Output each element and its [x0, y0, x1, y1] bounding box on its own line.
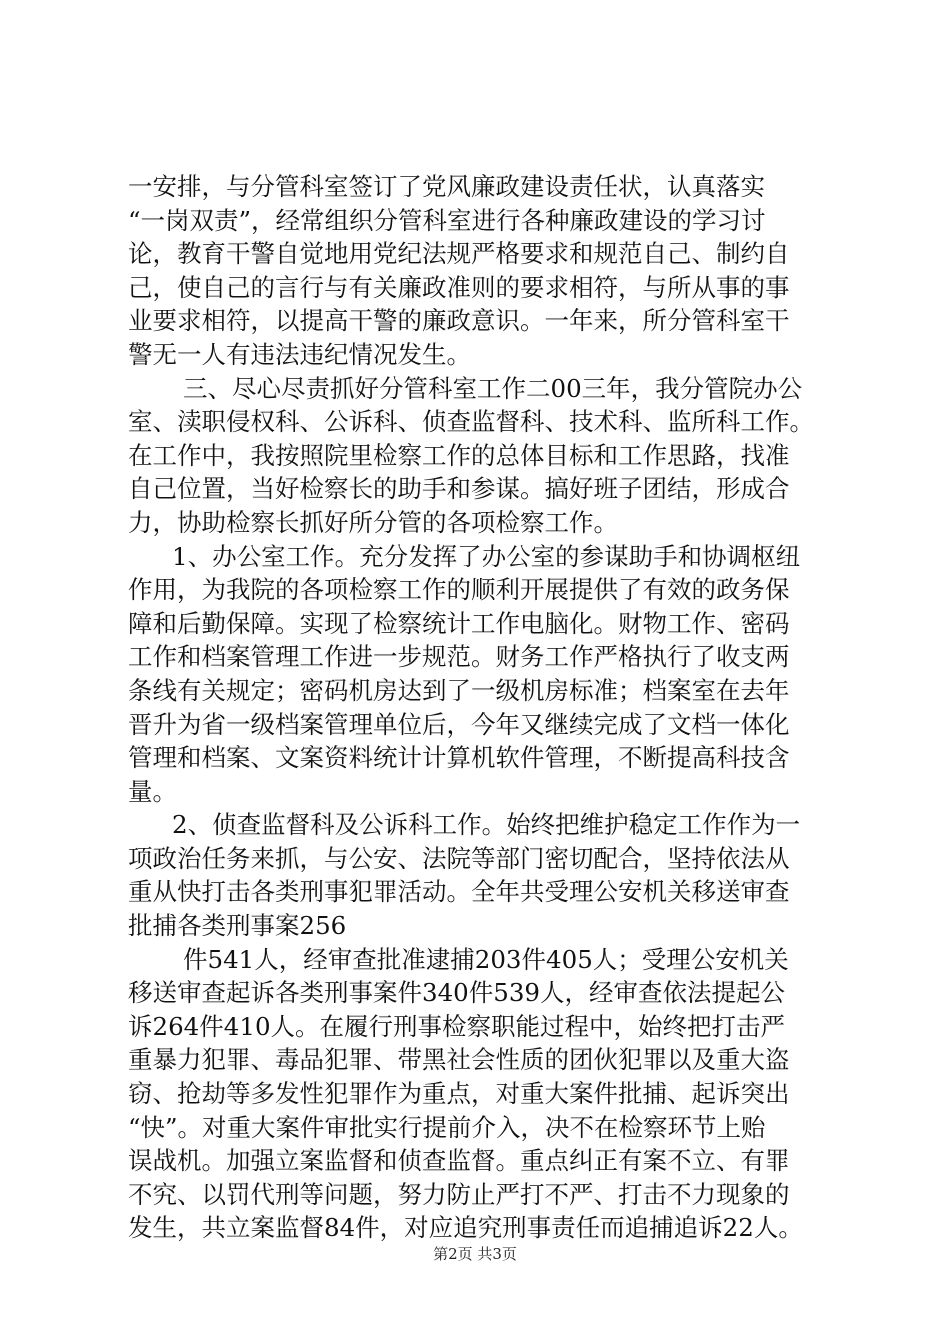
- text-line: 移送审查起诉各类刑事案件340件539人，经审查依法提起公: [128, 978, 786, 1008]
- text-line: 论，教育干警自觉地用党纪法规严格要求和规范自己、制约自: [128, 239, 790, 269]
- text-line: 管理和档案、文案资料统计计算机软件管理，不断提高科技含: [128, 743, 790, 773]
- text-line: 在工作中，我按照院里检察工作的总体目标和工作思路，找准: [128, 440, 790, 470]
- text-line: 重暴力犯罪、毒品犯罪、带黑社会性质的团伙犯罪以及重大盗: [128, 1045, 790, 1075]
- text-line: 室、渎职侵权科、公诉科、侦查监督科、技术科、监所科工作。: [128, 407, 814, 437]
- text-line: 一安排，与分管科室签订了党风廉政建设责任状，认真落实: [128, 172, 765, 201]
- document-body: [128, 170, 840, 1245]
- text-line: “快”。对重大案件审批实行提前介入，决不在检察环节上贻: [128, 1112, 766, 1142]
- text-line: 重从快打击各类刑事犯罪活动。全年共受理公安机关移送审查: [128, 877, 790, 907]
- text-line: 窃、抢劫等多发性犯罪作为重点，对重大案件批捕、起诉突出: [128, 1079, 790, 1109]
- text-line: 误战机。加强立案监督和侦查监督。重点纠正有案不立、有罪: [128, 1146, 790, 1176]
- text-line: 项政治任务来抓，与公安、法院等部门密切配合，坚持依法从: [128, 843, 790, 873]
- text-line: 2、侦查监督科及公诉科工作。始终把维护稳定工作作为一: [172, 810, 801, 840]
- text-line: 工作和档案管理工作进一步规范。财务工作严格执行了收支两: [128, 642, 790, 672]
- text-line: 三、尽心尽责抓好分管科室工作二00三年，我分管院办公: [183, 373, 803, 403]
- text-line: 量。: [128, 776, 177, 806]
- text-line: 1、办公室工作。充分发挥了办公室的参谋助手和协调枢纽: [172, 541, 801, 571]
- text-line: 件541人，经审查批准逮捕203件405人；受理公安机关: [183, 944, 789, 974]
- text-line: 障和后勤保障。实现了检察统计工作电脑化。财物工作、密码: [128, 608, 790, 638]
- text-line: 不究、以罚代刑等问题，努力防止严打不严、打击不力现象的: [128, 1179, 790, 1209]
- page-number-footer: 第2页 共3页: [433, 1245, 517, 1263]
- text-line: 作用，为我院的各项检察工作的顺利开展提供了有效的政务保: [128, 575, 790, 605]
- text-line: 己，使自己的言行与有关廉政准则的要求相符，与所从事的事: [128, 272, 790, 302]
- text-line: 业要求相符，以提高干警的廉政意识。一年来，所分管科室干: [128, 306, 790, 336]
- text-line: 警无一人有违法违纪情况发生。: [128, 339, 471, 369]
- text-line: 发生，共立案监督84件，对应追究刑事责任而追捕追诉22人。: [128, 1213, 803, 1243]
- text-line: 条线有关规定；密码机房达到了一级机房标准；档案室在去年: [128, 675, 790, 705]
- text-line: “一岗双责”，经常组织分管科室进行各种廉政建设的学习讨: [128, 205, 766, 235]
- text-line: 自己位置，当好检察长的助手和参谋。搞好班子团结，形成合: [128, 474, 790, 504]
- text-line: 力，协助检察长抓好所分管的各项检察工作。: [128, 507, 618, 537]
- text-line: 诉264件410人。在履行刑事检察职能过程中，始终把打击严: [128, 1011, 786, 1041]
- text-line: 晋升为省一级档案管理单位后，今年又继续完成了文档一体化: [128, 709, 790, 739]
- text-line: 批捕各类刑事案256: [128, 911, 347, 941]
